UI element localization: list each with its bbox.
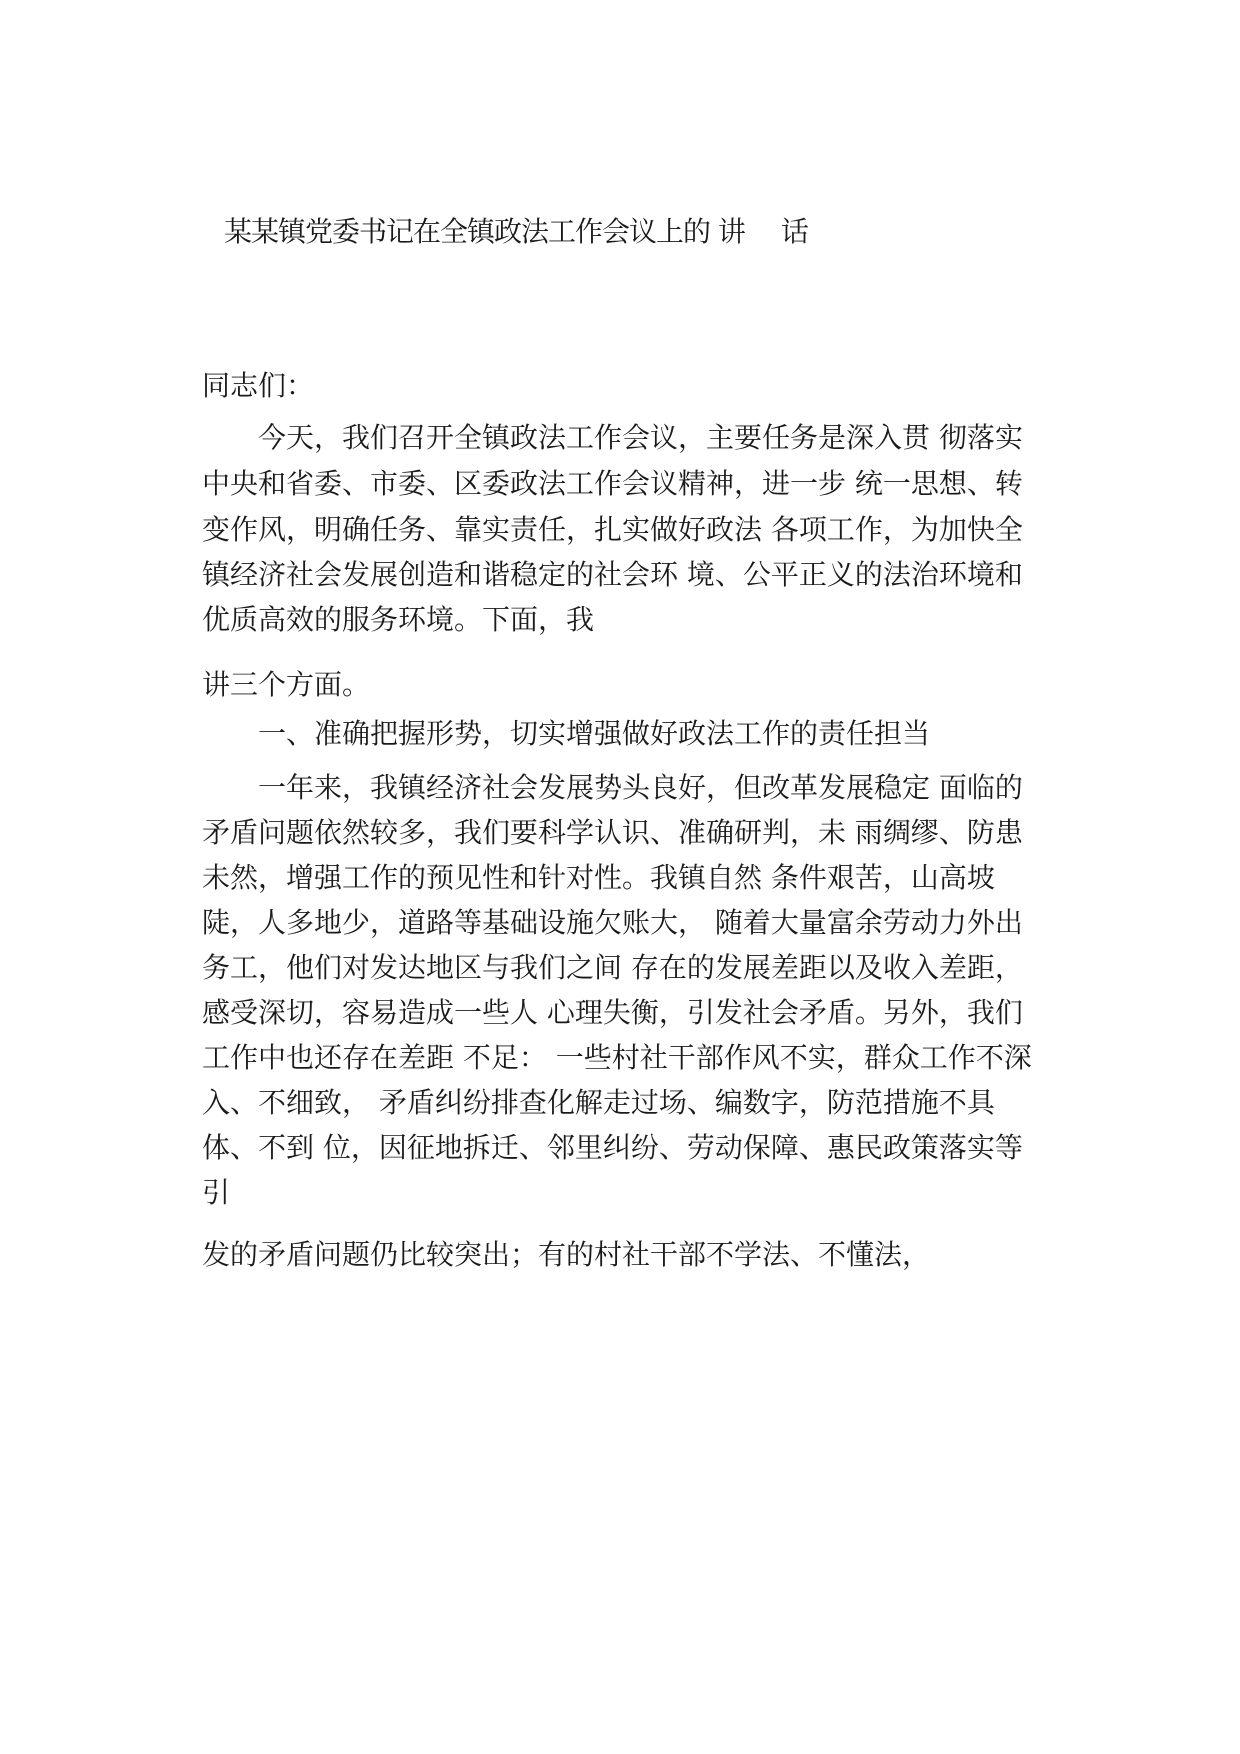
body-line: 镇经济社会发展创造和谐稳定的社会环 境、公平正义的法治环境和 (202, 558, 1023, 591)
document-title (224, 212, 808, 252)
body-line: 中央和省委、市委、区委政法工作会议精神，进一步 统一思想、转 (202, 467, 1023, 500)
body-line: 感受深切，容易造成一些人 心理失衡，引发社会矛盾。另外，我们 (202, 996, 1023, 1029)
title-text: 某某镇党委书记在全镇政法工作会议上的 讲 (224, 215, 745, 248)
body-line: 矛盾问题依然较多，我们要科学认识、准确研判，未 雨绸缪、防患 (202, 816, 1023, 849)
body-line: 今天，我们召开全镇政法工作会议，主要任务是深入贯 彻落实 (202, 421, 1023, 454)
body-line: 发的矛盾问题仍比较突出；有的村社干部不学法、不懂法， (202, 1238, 931, 1271)
title-text-end: 话 (780, 215, 808, 248)
salutation: 同志们： (202, 369, 315, 402)
body-line: 陡，人多地少，道路等基础设施欠账大， 随着大量富余劳动力外出 (202, 906, 1023, 939)
body-line: 务工，他们对发达地区与我们之间 存在的发展差距以及收入差距， (202, 951, 1023, 984)
body-line: 引 (202, 1176, 231, 1209)
body-line: 工作中也还存在差距 不足： 一些村社干部作风不实，群众工作不深 (202, 1041, 1032, 1074)
body-line: 体、不到 位，因征地拆迁、邻里纠纷、劳动保障、惠民政策落实等 (202, 1131, 1023, 1164)
body-line: 入、不细致， 矛盾纠纷排查化解走过场、编数字，防范措施不具 (202, 1086, 995, 1119)
body-line: 优质高效的服务环境。下面，我 (202, 603, 595, 636)
body-line: 未然，增强工作的预见性和针对性。我镇自然 条件艰苦，山高坡 (202, 861, 995, 894)
section-heading: 一、准确把握形势，切实增强做好政法工作的责任担当 (202, 717, 931, 750)
body-line: 讲三个方面。 (202, 668, 371, 701)
body-line: 变作风，明确任务、靠实责任，扎实做好政法 各项工作，为加快全 (202, 513, 1023, 546)
body-line: 一年来，我镇经济社会发展势头良好，但改革发展稳定 面临的 (202, 771, 1023, 804)
